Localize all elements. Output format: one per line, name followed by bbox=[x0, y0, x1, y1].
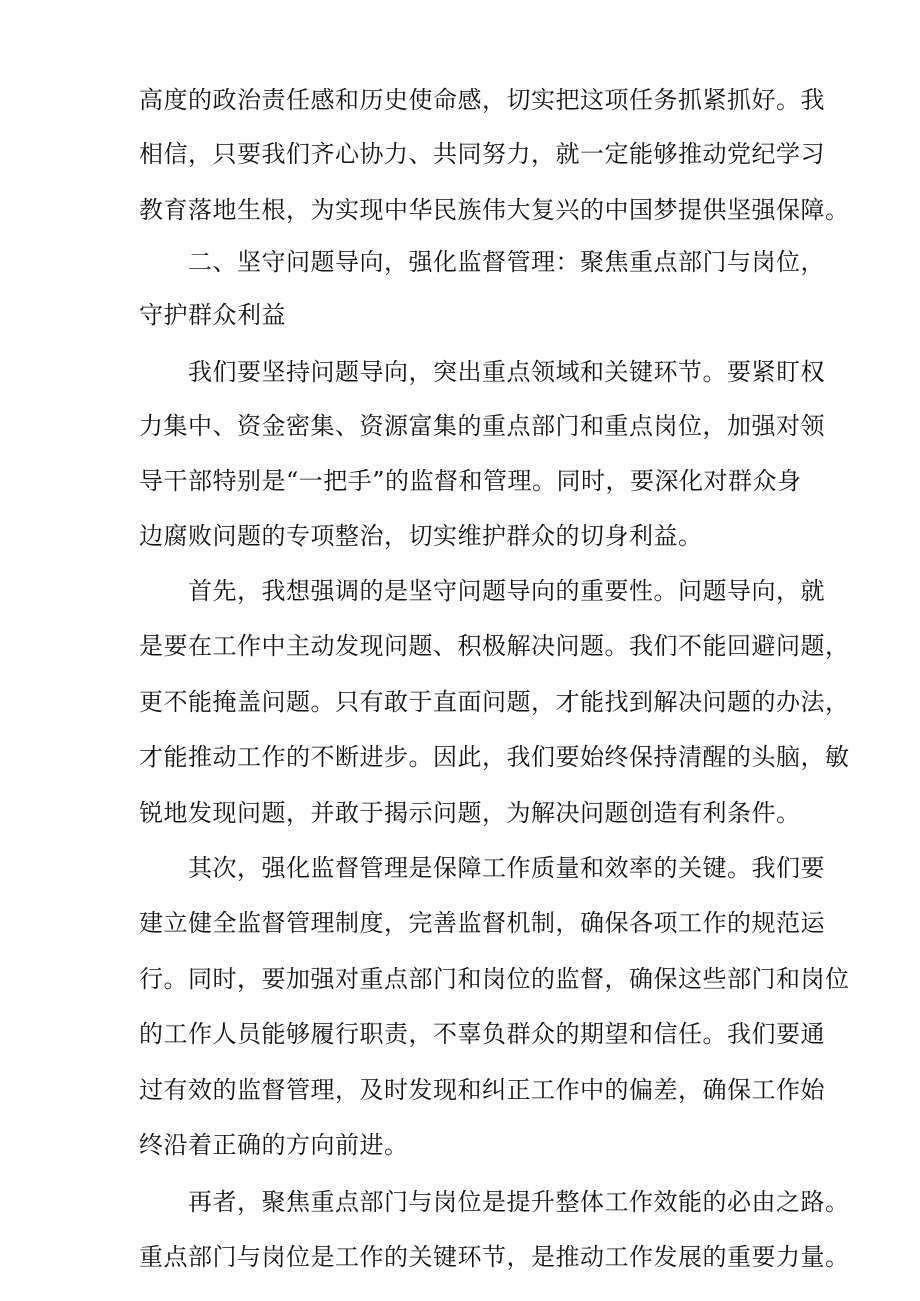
text-line: 首先，我想强调的是坚守问题导向的重要性。问题导向，就 bbox=[188, 577, 825, 605]
section-heading-line: 二、坚守问题导向，强化监督管理：聚焦重点部门与岗位， bbox=[188, 248, 825, 276]
text-line: 教育落地生根，为实现中华民族伟大复兴的中国梦提供坚强保障。 bbox=[139, 196, 850, 224]
text-line: 再者，聚焦重点部门与岗位是提升整体工作效能的必由之路。 bbox=[188, 1188, 850, 1216]
text-line: 力集中、资金密集、资源富集的重点部门和重点岗位，加强对领 bbox=[139, 412, 825, 440]
text-line: 其次，强化监督管理是保障工作质量和效率的关键。我们要 bbox=[188, 854, 825, 882]
text-line: 我们要坚持问题导向，突出重点领域和关键环节。要紧盯权 bbox=[188, 358, 825, 386]
text-line: 边腐败问题的专项整治，切实维护群众的切身利益。 bbox=[139, 522, 703, 550]
text-line: 建立健全监督管理制度，完善监督机制，确保各项工作的规范运 bbox=[139, 909, 825, 937]
text-line: 才能推动工作的不断进步。因此，我们要始终保持清醒的头脑，敏 bbox=[139, 743, 850, 771]
text-line: 更不能掩盖问题。只有敢于直面问题，才能找到解决问题的办法， bbox=[139, 688, 850, 716]
text-line: 相信，只要我们齐心协力、共同努力，就一定能够推动党纪学习 bbox=[139, 140, 825, 168]
text-line: 行。同时，要加强对重点部门和岗位的监督，确保这些部门和岗位 bbox=[139, 965, 850, 993]
text-line: 终沿着正确的方向前进。 bbox=[139, 1131, 409, 1159]
text-line: 的工作人员能够履行职责，不辜负群众的期望和信任。我们要通 bbox=[139, 1020, 825, 1048]
text-line: 锐地发现问题，并敢于揭示问题，为解决问题创造有利条件。 bbox=[139, 799, 801, 827]
section-heading-line: 守护群众利益 bbox=[139, 301, 286, 329]
text-line: 是要在工作中主动发现问题、积极解决问题。我们不能回避问题， bbox=[139, 632, 850, 660]
text-line: 过有效的监督管理，及时发现和纠正工作中的偏差，确保工作始 bbox=[139, 1076, 825, 1104]
text-line: 高度的政治责任感和历史使命感，切实把这项任务抓紧抓好。我 bbox=[139, 86, 825, 114]
text-line: 重点部门与岗位是工作的关键环节，是推动工作发展的重要力量。 bbox=[139, 1243, 850, 1271]
text-line: 导干部特别是“一把手”的监督和管理。同时，要深化对群众身 bbox=[139, 467, 802, 495]
